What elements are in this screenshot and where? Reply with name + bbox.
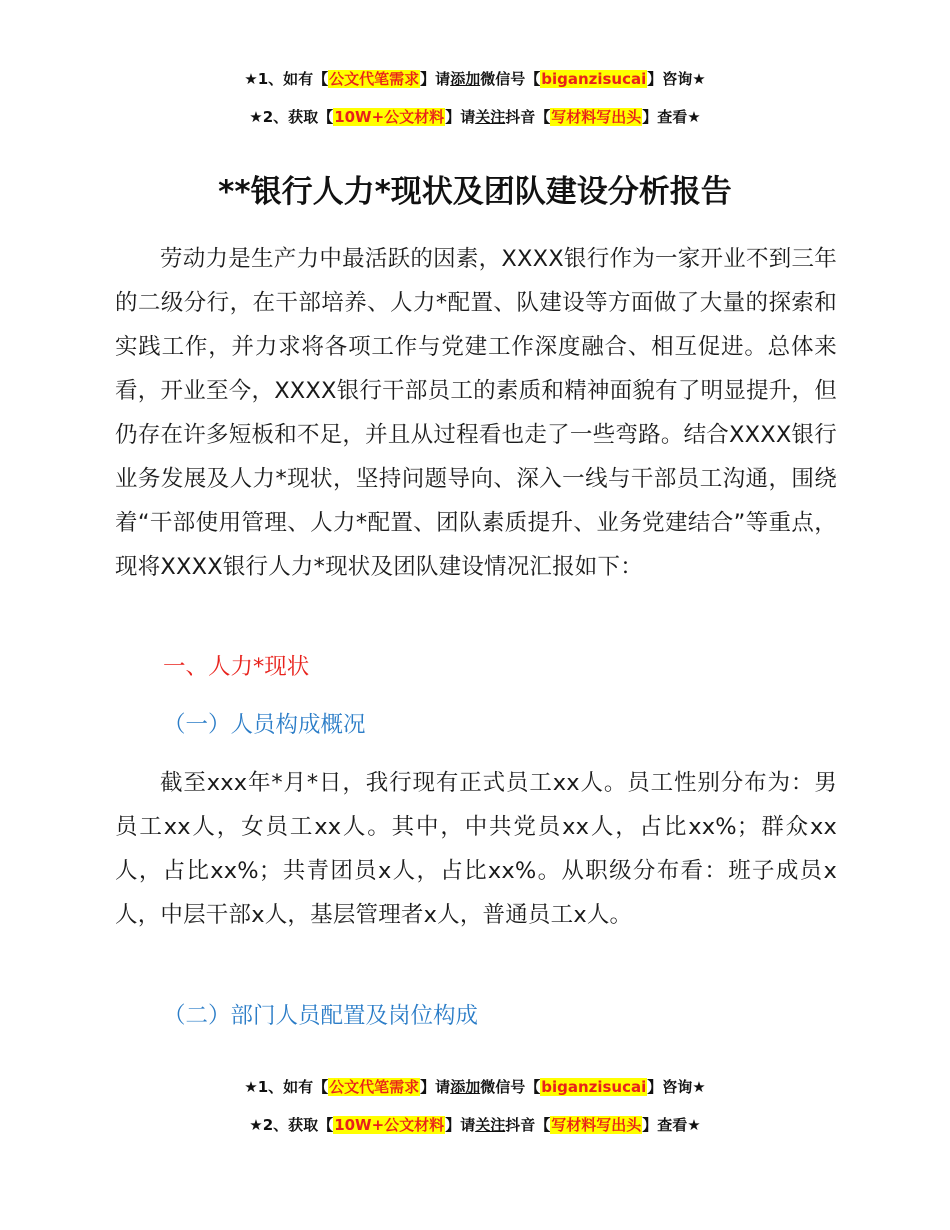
banner-text: ★2、获取【 (249, 108, 334, 126)
banner-text: 】查看★ (642, 108, 701, 126)
banner-highlight: 10W+公文材料 (334, 1116, 445, 1134)
banner-highlight: 公文代笔需求 (329, 1078, 420, 1096)
document-title: **银行人力*现状及团队建设分析报告 (218, 174, 732, 210)
subsection-heading: （二）部门人员配置及岗位构成 (163, 1003, 479, 1029)
banner-text: 】请 (420, 1078, 451, 1096)
footer-banner-line2 (0, 1114, 950, 1136)
banner-text: 】请 (445, 108, 476, 126)
subsection-heading: （一）人员构成概况 (163, 712, 366, 738)
banner-text: ★1、如有【 (244, 1078, 329, 1096)
banner-text: ★2、获取【 (249, 1116, 334, 1134)
banner-text: 】请 (445, 1116, 476, 1134)
banner-underline: 添加 (450, 70, 481, 88)
subsection-paragraph: 截至xxx年*月*日，我行现有正式员工xx人。员工性别分布为：男员工xx人，女员工xx人。其中，中共党员xx人，占比xx%；群众xx人，占比xx%；共青团员x人，占比xx%。从职级分布看：班子成员x人，中层干部x人，基层管理者x人，普通员工x人。 (115, 770, 837, 928)
footer-banner-line1 (0, 1076, 950, 1098)
banner-highlight: 10W+公文材料 (334, 108, 445, 126)
banner-highlight: biganzisucai (541, 1078, 647, 1096)
header-banner-line2 (0, 106, 950, 128)
banner-highlight: 写材料写出头 (551, 108, 642, 126)
banner-highlight: biganzisucai (541, 70, 647, 88)
banner-highlight: 公文代笔需求 (329, 70, 420, 88)
banner-underline: 关注 (475, 108, 506, 126)
banner-text: 】咨询★ (647, 70, 706, 88)
banner-text: 】咨询★ (647, 1078, 706, 1096)
banner-underline: 关注 (475, 1116, 506, 1134)
banner-underline: 添加 (450, 1078, 481, 1096)
banner-text: ★1、如有【 (244, 70, 329, 88)
intro-paragraph: 劳动力是生产力中最活跃的因素，XXXX银行作为一家开业不到三年的二级分行，在干部培养、人力*配置、队建设等方面做了大量的探索和实践工作，并力求将各项工作与党建工作深度融合、相互促进。总体来看，开业至今，XXXX银行干部员工的素质和精神面貌有了明显提升，但仍存在许多短板和不足，并且从过程看也走了一些弯路。结合XXXX银行业务发展及人力*现状，坚持问题导向、深入一线与干部员工沟通，围绕着“干部使用管理、人力*配置、团队素质提升、业务党建结合”等重点，现将XXXX银行人力*现状及团队建设情况汇报如下： (115, 246, 837, 580)
banner-text: 】请 (420, 70, 451, 88)
banner-text: 抖音【 (505, 108, 551, 126)
banner-text: 】查看★ (642, 1116, 701, 1134)
banner-text: 抖音【 (505, 1116, 551, 1134)
section-heading: 一、人力*现状 (163, 654, 310, 680)
banner-text: 微信号【 (480, 70, 541, 88)
banner-text: 微信号【 (480, 1078, 541, 1096)
banner-highlight: 写材料写出头 (551, 1116, 642, 1134)
header-banner-line1 (0, 68, 950, 90)
